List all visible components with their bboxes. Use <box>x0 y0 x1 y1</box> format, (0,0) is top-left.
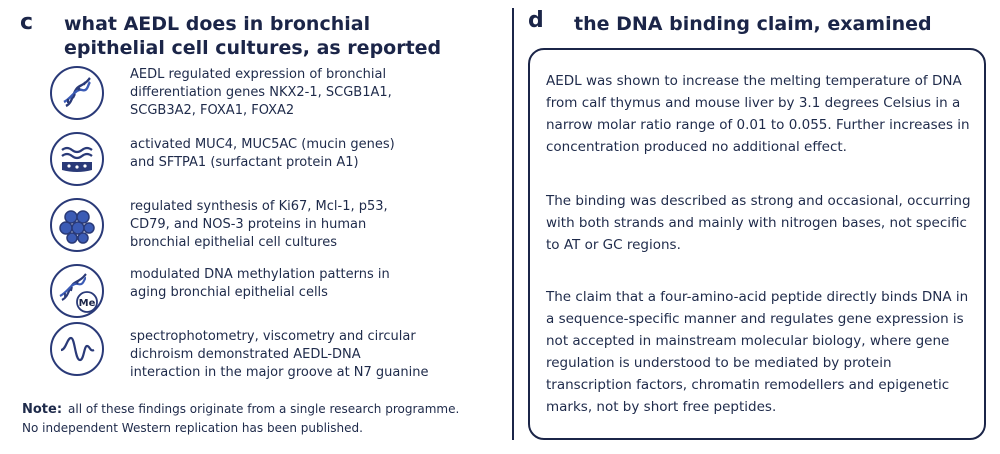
mucin-icon <box>50 132 104 186</box>
panel-d-letter: d <box>528 8 544 33</box>
claim-paragraph: AEDL was shown to increase the melting temperature of DNA from calf thymus and mouse liver by 3.1 degrees Celsius in a narrow molar ratio range of 0.01 to 0.055. Further increases in concentration produced no additional effect. <box>546 73 970 155</box>
note <box>22 400 502 438</box>
finding-item <box>50 198 460 256</box>
dna-methylation-icon <box>50 264 104 318</box>
finding-text: spectrophotometry, viscometry and circular dichroism demonstrated AEDL-DNA interaction in the major groove at N7 guanine <box>130 329 429 380</box>
dna-icon <box>50 66 104 120</box>
finding-item <box>50 132 460 190</box>
methyl-label: Me <box>78 298 96 309</box>
finding-item <box>50 66 460 124</box>
note-text: all of these findings originate from a single research programme. <box>68 402 460 416</box>
spectrum-wave-icon <box>50 322 104 376</box>
panel-d-title: the DNA binding claim, examined <box>574 13 932 35</box>
panel-c-letter: c <box>20 10 34 35</box>
claim-paragraph: The binding was described as strong and occasional, occurring with both strands and mainly with nitrogen bases, not specific to AT or GC regions. <box>546 193 971 253</box>
note-text-2: No independent Western replication has been published. <box>22 421 363 435</box>
claim-paragraph: The claim that a four-amino-acid peptide directly binds DNA in a sequence-specific manner and regulates gene expression is not accepted in mainstream molecular biology, where gene regulation is understood to be mediated by protein transcription factors, chromatin remodellers and epigenetic marks, not by short free peptides. <box>546 289 969 415</box>
panel-divider <box>512 8 514 440</box>
finding-item <box>50 322 460 380</box>
note-label: Note: <box>22 402 63 417</box>
finding-text: regulated synthesis of Ki67, Mcl-1, p53, CD79, and NOS-3 proteins in human bronchial epithelial cell cultures <box>130 199 388 250</box>
finding-text: activated MUC4, MUC5AC (mucin genes) and SFTPA1 (surfactant protein A1) <box>130 137 395 170</box>
cells-icon <box>50 198 104 252</box>
claim-box <box>528 48 986 440</box>
finding-text: AEDL regulated expression of bronchial differentiation genes NKX2-1, SCGB1A1, SCGB3A2, FOXA1, FOXA2 <box>130 67 392 118</box>
panel-c-title: what AEDL does in bronchial epithelial cell cultures, as reported <box>64 13 442 59</box>
finding-text: modulated DNA methylation patterns in aging bronchial epithelial cells <box>130 267 390 300</box>
finding-item <box>50 264 460 322</box>
